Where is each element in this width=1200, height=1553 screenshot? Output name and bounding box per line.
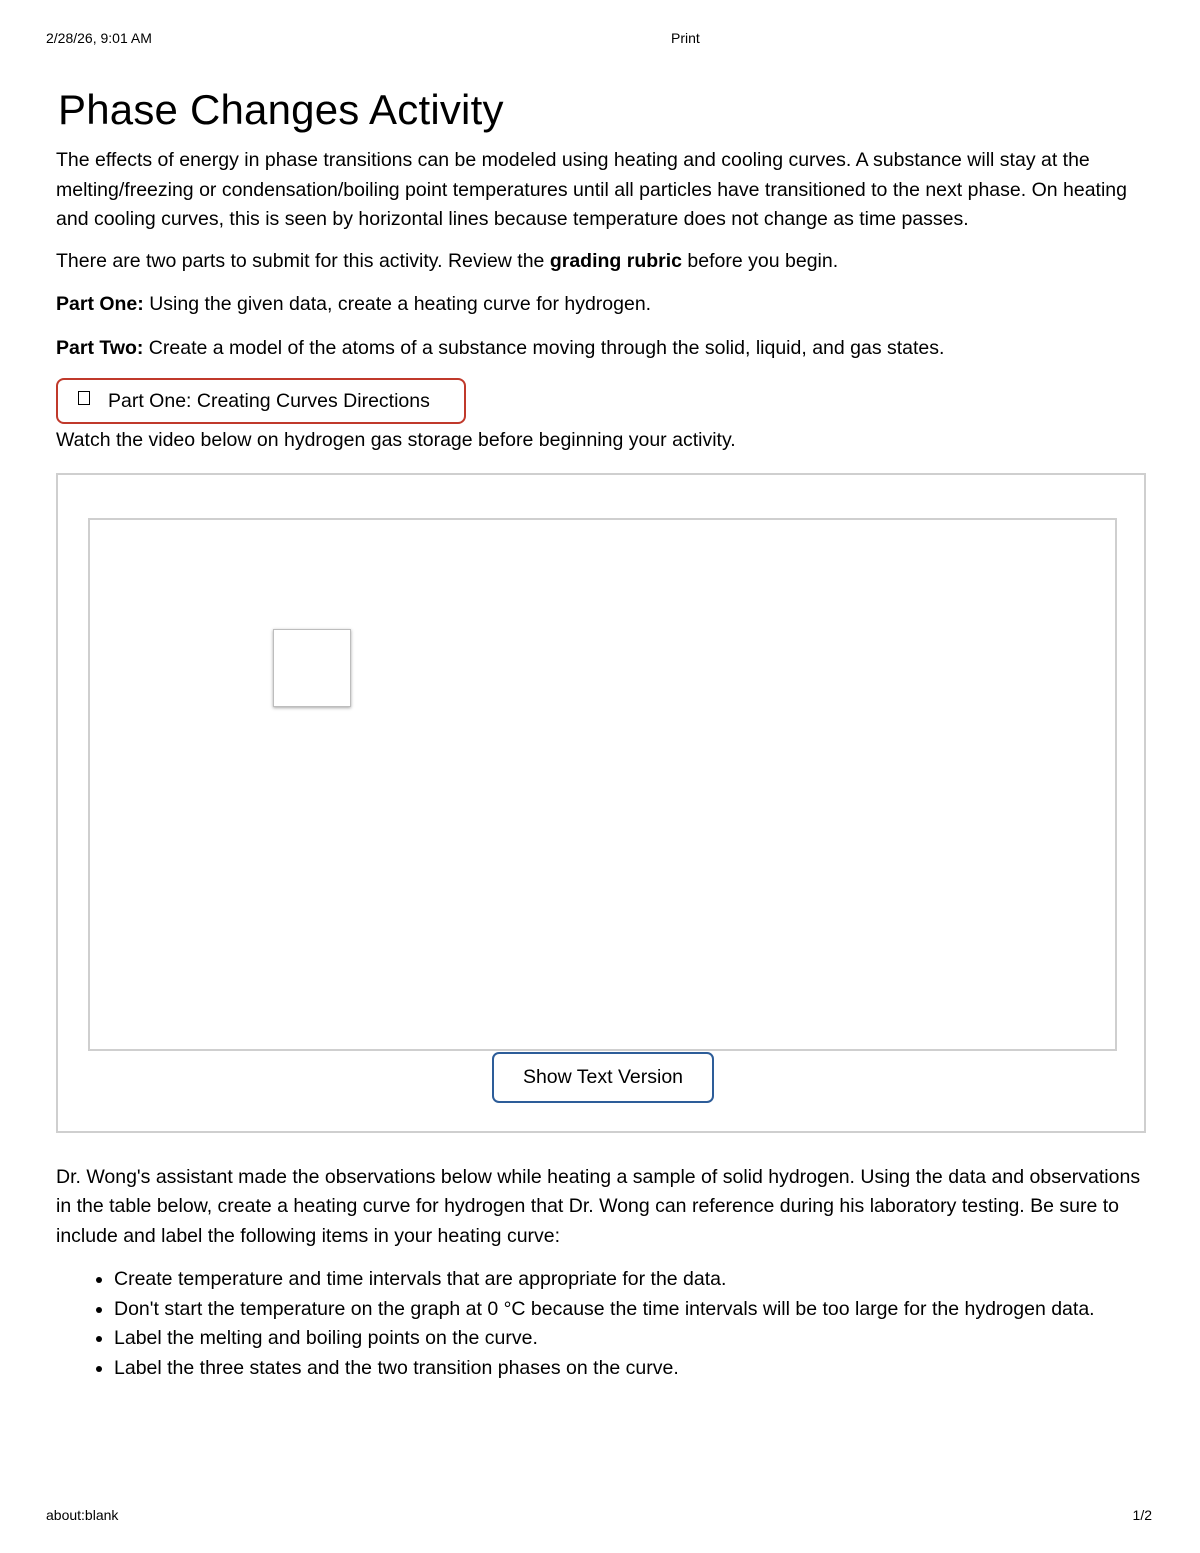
print-url: about:blank [46,1507,119,1523]
list-item: • Label the three states and the two transition phases on the curve. [114,1354,1146,1384]
part-two-label: Part Two: [56,336,144,359]
part-one-label: Part One: [56,293,144,315]
instructions-paragraph: Dr. Wong's assistant made the observations below while heating a sample of solid hydrogen. Using the data and observations in the table below, create a heating curve for hydrogen that Dr. Wong can reference during his laboratory testing. Be sure to include and label the following items in your heating curve: [56,1165,1141,1247]
parts-intro-text: There are two parts to submit for this activity. Review the [56,249,550,272]
directions-toggle[interactable] [56,378,466,424]
video-placeholder-icon [273,629,351,707]
checkbox-icon [78,391,90,405]
parts-intro-paragraph [56,247,1146,277]
list-item: • Don't start the temperature on the graph at 0 °C because the time intervals will be too large for the hydrogen data. [114,1295,1146,1325]
instructions-list [56,1265,1146,1383]
part-two-paragraph [56,334,1146,364]
part-one-paragraph [56,290,1146,320]
part-two-text: Create a model of the atoms of a substance moving through the solid, liquid, and gas states. [143,336,945,359]
main-content [56,84,1146,1383]
page-title: Phase Changes Activity [58,86,504,133]
directions-toggle-label: Part One: Creating Curves Directions [108,389,430,412]
print-datetime: 2/28/26, 9:01 AM [46,30,152,46]
video-embed-frame [56,473,1146,1133]
print-header [0,30,1200,50]
intro-paragraph: The effects of energy in phase transitions can be modeled using heating and cooling curves. A substance will stay at the melting/freezing or condensation/boiling point temperatures until all particles have transitioned to the next phase. On heating and cooling curves, this is seen by horizontal lines because temperature does not change as time passes. [56,149,1127,230]
parts-intro-text-end: before you begin. [682,249,839,272]
page-number: 1/2 [1132,1507,1152,1523]
list-item: • Create temperature and time intervals that are appropriate for the data. [114,1265,1146,1295]
print-title: Print [671,30,700,46]
video-player[interactable] [88,518,1117,1051]
video-note: Watch the video below on hydrogen gas storage before beginning your activity. [56,429,736,451]
grading-rubric-link[interactable]: grading rubric [549,249,683,272]
part-one-text: Using the given data, create a heating curve for hydrogen. [143,293,652,315]
list-item: • Label the melting and boiling points on the curve. [114,1324,1146,1354]
print-footer [0,1507,1200,1527]
show-text-version-button[interactable]: Show Text Version [492,1052,714,1103]
